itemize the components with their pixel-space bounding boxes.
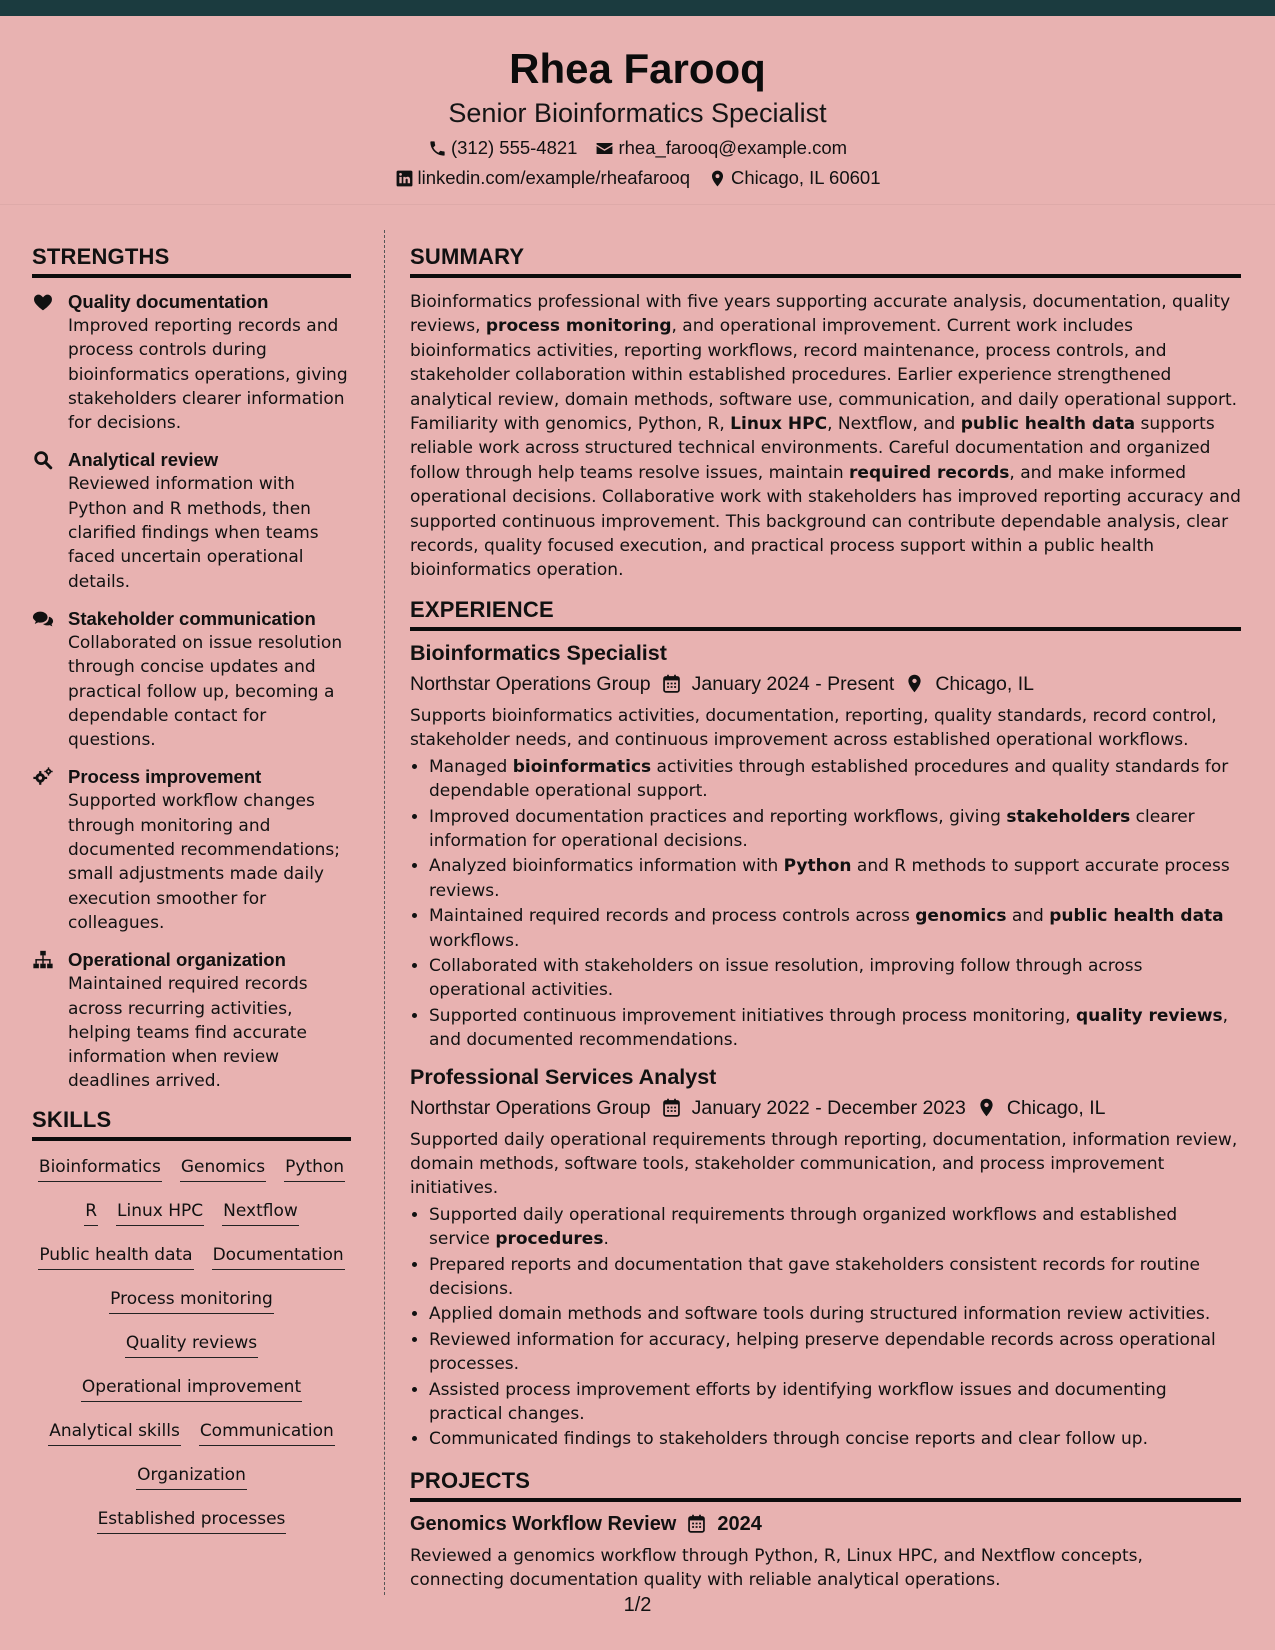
column-divider bbox=[384, 230, 385, 1595]
job-company: Northstar Operations Group bbox=[410, 1096, 651, 1119]
search-icon bbox=[32, 449, 54, 471]
strength-title: Stakeholder communication bbox=[68, 607, 316, 629]
job-entry bbox=[410, 639, 1241, 1053]
bullet-item: • Supported daily operational requirements through organized workflows and established service procedures. bbox=[429, 1203, 1241, 1252]
skill-chip: Nextflow bbox=[222, 1199, 299, 1226]
strength-desc: Supported workflow changes through monitoring and documented recommendations; small adjustments made daily execution smoother for colleagues. bbox=[68, 791, 340, 933]
sitemap-icon bbox=[32, 949, 54, 971]
bullet-item: • Analyzed bioinformatics information with Python and R methods to support accurate process reviews. bbox=[429, 854, 1241, 903]
project-title: Genomics Workflow Review bbox=[410, 1512, 677, 1535]
job-meta bbox=[410, 670, 1241, 698]
linkedin-icon bbox=[395, 169, 414, 188]
bullet-item: • Managed bioinformatics activities through established procedures and quality standards for dependable operational support. bbox=[429, 755, 1241, 804]
skill-chip: Genomics bbox=[180, 1155, 266, 1182]
strength-desc: Maintained required records across recurring activities, helping teams find accurate information when review deadlines arrived. bbox=[68, 974, 308, 1092]
strength-title: Operational organization bbox=[68, 949, 286, 971]
strength-item bbox=[32, 607, 351, 752]
bullet-item: • Prepared reports and documentation that gave stakeholders consistent records for routine decisions. bbox=[429, 1253, 1241, 1302]
skill-chip: Process monitoring bbox=[109, 1287, 274, 1314]
bullet-item: • Communicated findings to stakeholders through concise reports and clear follow up. bbox=[429, 1427, 1241, 1451]
right-column bbox=[410, 244, 1241, 1593]
linkedin-contact bbox=[395, 166, 691, 190]
phone-contact bbox=[428, 136, 578, 160]
skill-chip: Communication bbox=[199, 1419, 335, 1446]
skill-chip: Linux HPC bbox=[116, 1199, 204, 1226]
linkedin-text[interactable]: linkedin.com/example/rheafarooq bbox=[417, 167, 691, 188]
skill-chip: Documentation bbox=[212, 1243, 345, 1270]
location-text: Chicago, IL 60601 bbox=[731, 167, 881, 188]
map-pin-icon bbox=[904, 673, 925, 694]
project-year: 2024 bbox=[717, 1512, 762, 1535]
cogs-icon bbox=[32, 766, 54, 788]
skill-chip: Operational improvement bbox=[81, 1375, 302, 1402]
left-column bbox=[32, 244, 351, 1534]
skill-chip: R bbox=[84, 1199, 98, 1226]
heart-icon bbox=[32, 291, 54, 313]
job-company: Northstar Operations Group bbox=[410, 672, 651, 695]
project-entry bbox=[410, 1510, 1241, 1593]
phone-text[interactable]: (312) 555-4821 bbox=[450, 137, 578, 158]
job-entry bbox=[410, 1063, 1241, 1452]
bullet-item: • Maintained required records and process controls across genomics and public health data workflows. bbox=[429, 904, 1241, 953]
strength-item bbox=[32, 948, 351, 1093]
calendar-icon bbox=[661, 1097, 682, 1118]
skill-chip: Established processes bbox=[97, 1507, 287, 1534]
envelope-icon bbox=[595, 139, 614, 158]
skills-list bbox=[32, 1155, 351, 1534]
skill-chip: Bioinformatics bbox=[38, 1155, 162, 1182]
bullet-item: • Collaborated with stakeholders on issue resolution, improving follow through across operational activities. bbox=[429, 954, 1241, 1003]
job-location: Chicago, IL bbox=[1006, 1096, 1106, 1119]
strength-desc: Reviewed information with Python and R methods, then clarified findings when teams faced uncertain operational details. bbox=[68, 474, 319, 592]
job-description: Supports bioinformatics activities, documentation, reporting, quality standards, record control, stakeholder needs, and continuous improvement across established operational workflows. bbox=[410, 705, 1217, 751]
job-dates: January 2022 - December 2023 bbox=[691, 1096, 966, 1119]
candidate-name: Rhea Farooq bbox=[509, 45, 766, 92]
strength-item bbox=[32, 448, 351, 593]
job-location: Chicago, IL bbox=[935, 672, 1034, 695]
strength-item bbox=[32, 290, 351, 435]
summary-heading: SUMMARY bbox=[410, 244, 1241, 278]
strength-desc: Collaborated on issue resolution through concise updates and practical follow up, becoming a dependable contact for questions. bbox=[68, 632, 343, 751]
email-contact bbox=[595, 136, 847, 160]
skill-chip: Python bbox=[284, 1155, 345, 1182]
contact-row-2 bbox=[0, 166, 1275, 190]
skill-chip: Organization bbox=[136, 1463, 247, 1490]
project-title-row bbox=[410, 1510, 1241, 1538]
project-description: Reviewed a genomics workflow through Python, R, Linux HPC, and Nextflow concepts, connecting documentation quality with reliable analytical operations. bbox=[410, 1545, 1143, 1591]
job-description: Supported daily operational requirements through reporting, documentation, information review, domain methods, software tools, stakeholder communication, and process improvement initiatives. bbox=[410, 1129, 1238, 1199]
bullet-item: • Assisted process improvement efforts by identifying workflow issues and documenting practical changes. bbox=[429, 1378, 1241, 1427]
strength-title: Quality documentation bbox=[68, 291, 269, 312]
phone-icon bbox=[428, 139, 447, 158]
skill-chip: Analytical skills bbox=[48, 1419, 181, 1446]
job-meta bbox=[410, 1094, 1241, 1122]
top-accent-bar bbox=[0, 0, 1275, 16]
contact-row-1 bbox=[0, 136, 1275, 160]
skill-chip: Public health data bbox=[38, 1243, 193, 1270]
comments-icon bbox=[32, 608, 54, 630]
strengths-list bbox=[32, 290, 351, 1094]
calendar-icon bbox=[661, 673, 682, 694]
strength-title: Analytical review bbox=[68, 449, 219, 471]
job-title: Professional Services Analyst bbox=[410, 1064, 717, 1089]
resume-header bbox=[0, 16, 1275, 205]
job-title: Bioinformatics Specialist bbox=[410, 640, 667, 665]
job-bullets bbox=[410, 1203, 1241, 1452]
skills-heading: SKILLS bbox=[32, 1107, 351, 1141]
job-bullets bbox=[410, 755, 1241, 1053]
job-dates: January 2024 - Present bbox=[691, 672, 895, 695]
strength-title: Process improvement bbox=[68, 766, 262, 788]
strengths-heading: STRENGTHS bbox=[32, 244, 351, 278]
skill-chip: Quality reviews bbox=[125, 1331, 258, 1358]
summary-text: Bioinformatics professional with five years supporting accurate analysis, documentation, quality reviews, process monitoring, and operational improvement. Current work includes bioinformatics activities, reporting workflows, record maintenance, process controls, and stakeholder collaboration within established procedures. Earlier experience strengthened analytical review, domain methods, software use, communication, and daily operational support. Familiarity with genomics, Python, R, Linux HPC, Nextflow, and public health data supports reliable work across structured technical environments. Careful documentation and organized follow through help teams resolve issues, maintain required records, and make informed operational decisions. Collaborative work with stakeholders has improved reporting accuracy and supported continuous improvement. This background can contribute dependable analysis, clear records, quality focused execution, and practical process support within a public health bioinformatics operation. bbox=[410, 292, 1241, 581]
strength-item bbox=[32, 765, 351, 935]
strength-desc: Improved reporting records and process controls during bioinformatics operations, giving stakeholders clearer information for decisions. bbox=[68, 316, 348, 434]
email-text[interactable]: rhea_farooq@example.com bbox=[618, 137, 848, 158]
location-contact bbox=[708, 166, 880, 190]
map-pin-icon bbox=[708, 169, 727, 188]
map-pin-icon bbox=[976, 1097, 997, 1118]
bullet-item: • Reviewed information for accuracy, helping preserve dependable records across operational processes. bbox=[429, 1328, 1241, 1377]
page-number: 1/2 bbox=[623, 1594, 652, 1616]
experience-heading: EXPERIENCE bbox=[410, 597, 1241, 631]
projects-heading: PROJECTS bbox=[410, 1468, 1241, 1502]
bullet-item: • Improved documentation practices and reporting workflows, giving stakeholders clearer information for operational decisions. bbox=[429, 805, 1241, 854]
bullet-item: • Applied domain methods and software tools during structured information review activities. bbox=[429, 1302, 1241, 1326]
candidate-title: Senior Bioinformatics Specialist bbox=[448, 98, 827, 128]
bullet-item: • Supported continuous improvement initiatives through process monitoring, quality reviews, and documented recommendations. bbox=[429, 1004, 1241, 1053]
calendar-icon bbox=[686, 1513, 707, 1534]
